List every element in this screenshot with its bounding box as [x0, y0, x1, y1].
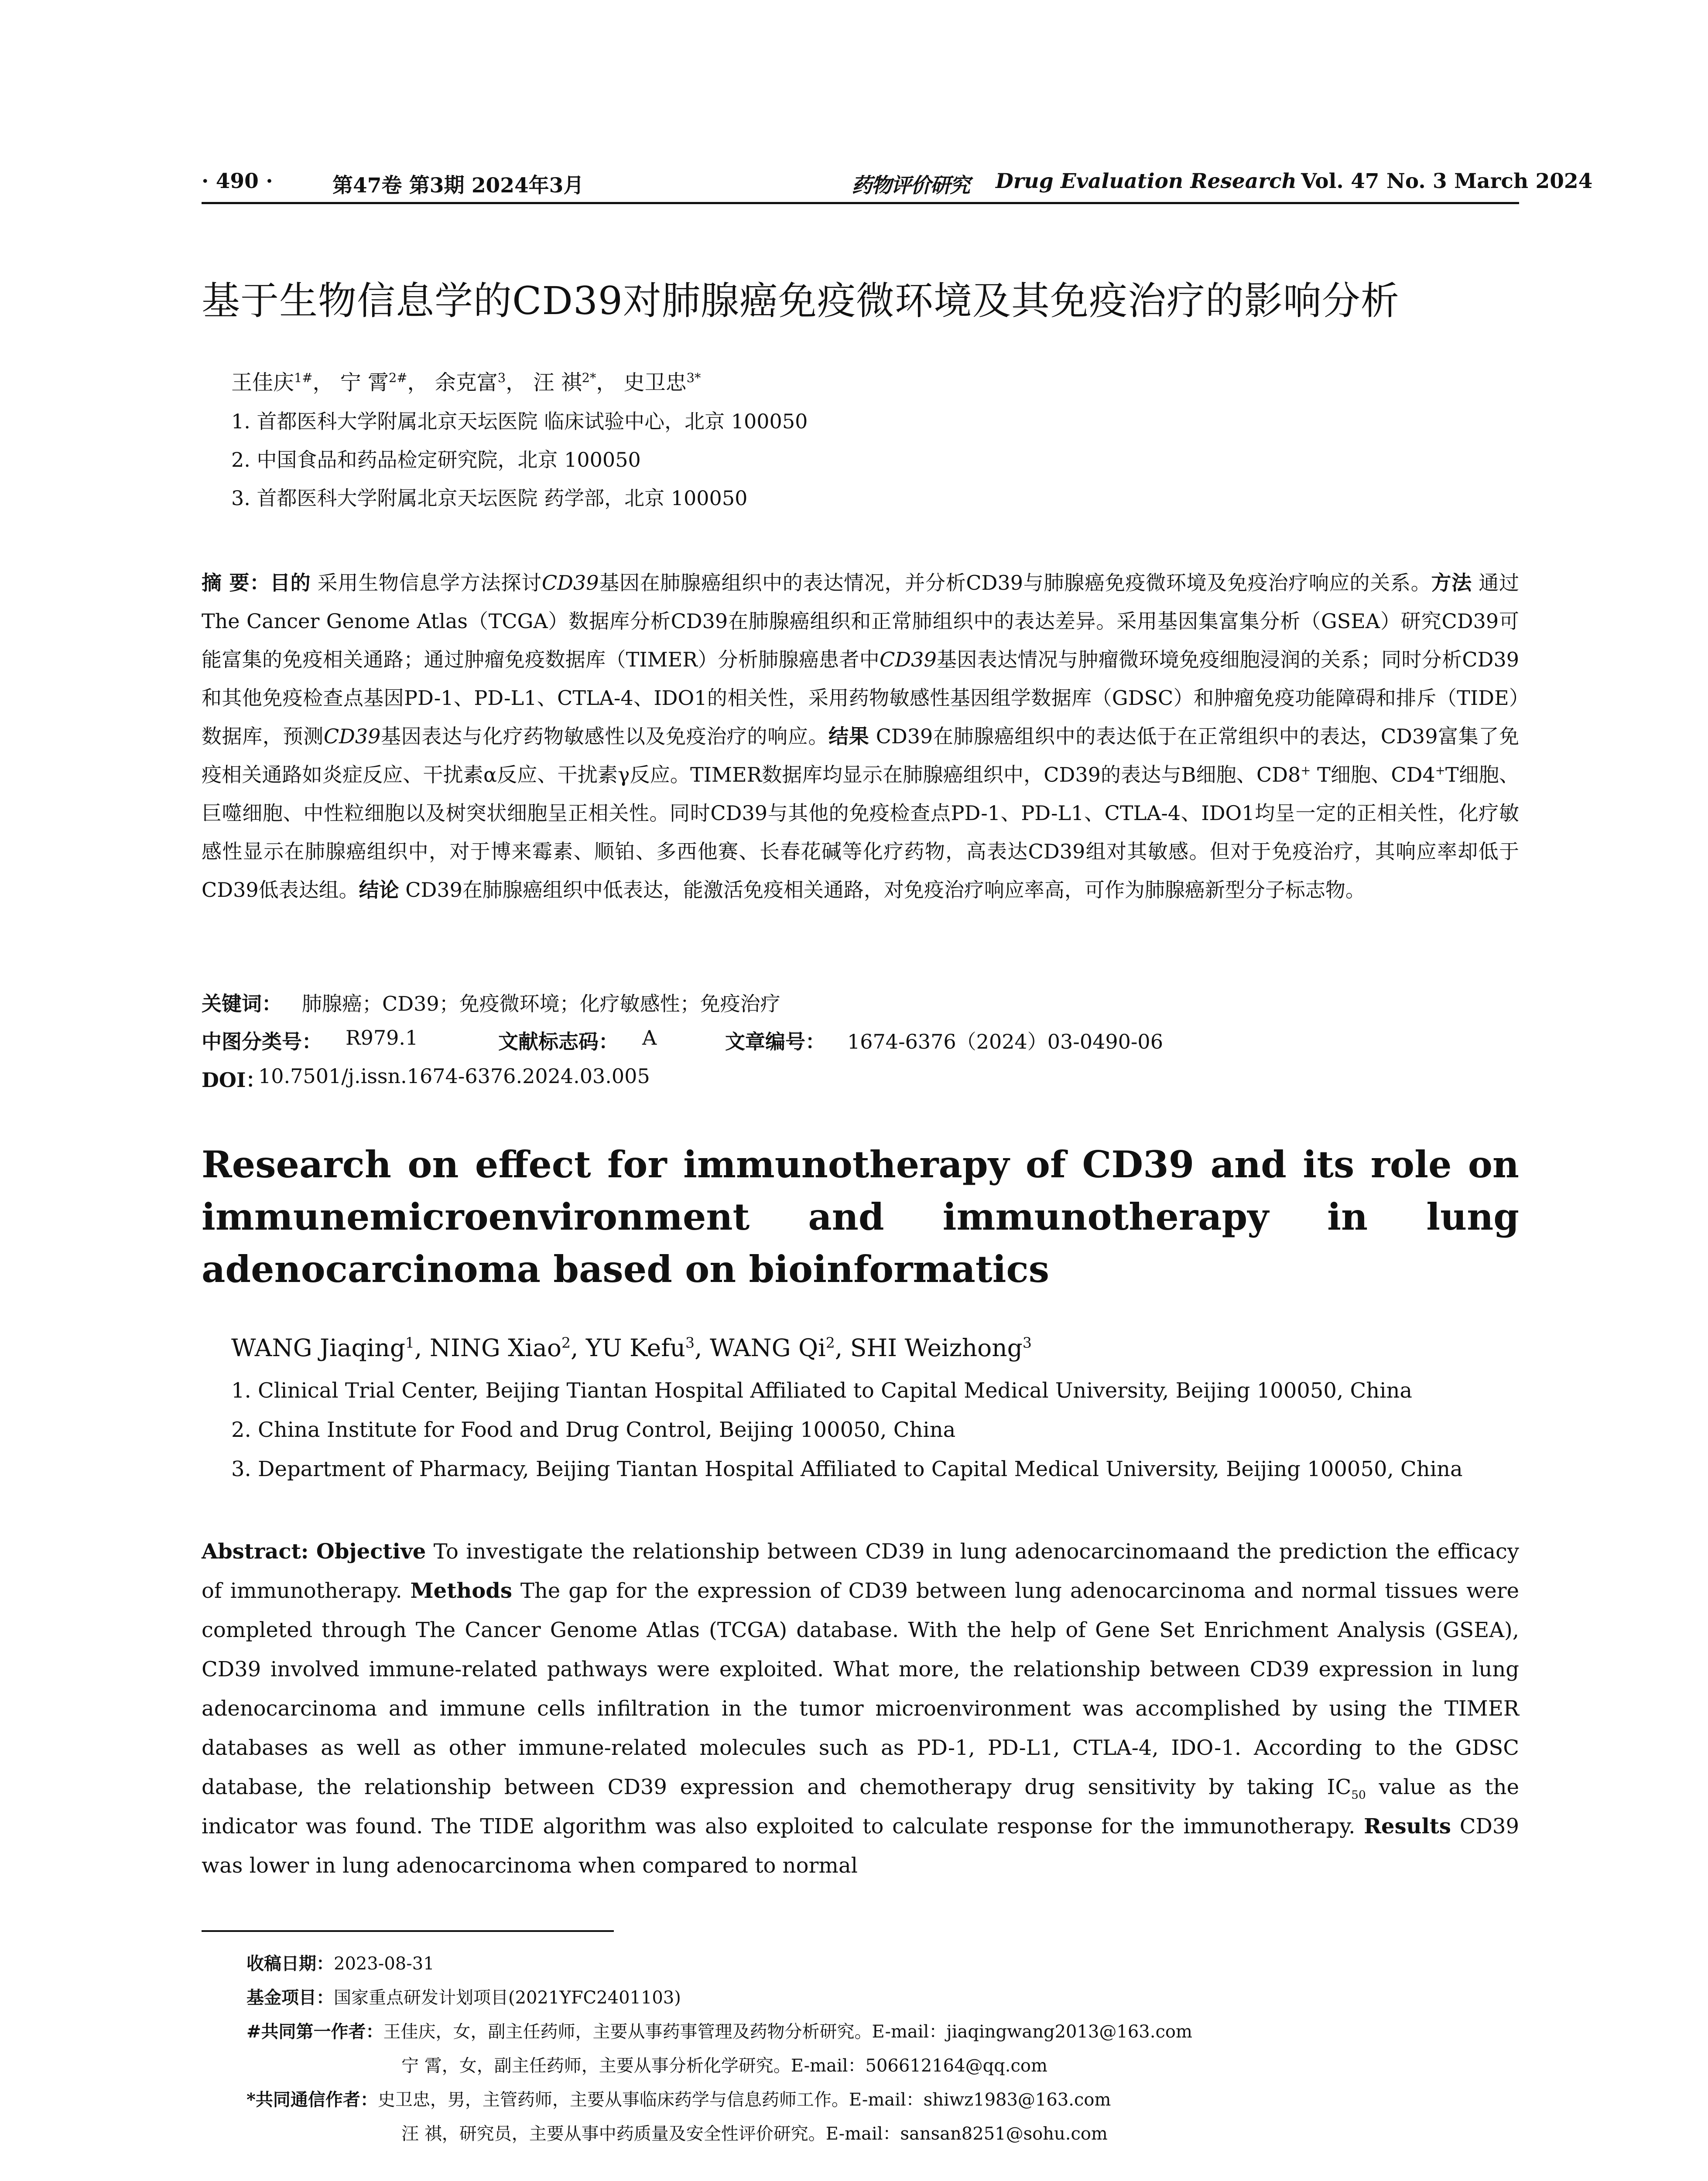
running-header: [202, 169, 1593, 200]
en-author-sup: 2: [825, 1334, 835, 1351]
en-abstract-text: The gap for the expression of CD39 between lung adenocarcinoma and normal tissues were completed through The Cancer Genome Atlas (TCGA) database. With the help of Gene Set Enrichment Analysis (GSEA), CD39 involved immune-related pathways were exploited. What more, the relationship between CD39 expression in lung adenocarcinoma and immune cells infiltration in the tumor microenvironment was accomplished by using the TIMER databases as well as other immune-related molecules such as PD-1, PD-L1, CTLA-4, IDO-1. According to the GDSC database, the relationship between CD39 expression and chemotherapy drug sensitivity by taking IC: [202, 1579, 1519, 1799]
en-abstract-label: Abstract:: [202, 1539, 309, 1564]
cn-abstract-text: 基因在肺腺癌组织中的表达情况，并分析CD39与肺腺癌免疫微环境及免疫治疗响应的关系。: [599, 571, 1431, 595]
cn-conclusion-label: 结论: [359, 878, 399, 902]
cn-abstract-text: T细胞、巨噬细胞、中性粒细胞以及树突状细胞呈正相关性。同时CD39与其他的免疫检查点PD-1、PD-L1、CTLA-4、IDO1均呈一定的正相关性，化疗敏感性显示在肺腺癌组织中，对于博来霉素、顺铂、多西他赛、长春花碱等化疗药物，高表达CD39组对其敏感。但对于免疫治疗，其响应率却低于CD39低表达组。: [202, 763, 1519, 902]
header-rule: [202, 202, 1519, 204]
footnote-received: [246, 1950, 435, 1975]
cn-author: 宁 霄: [340, 370, 389, 395]
keywords-text: 肺腺癌；CD39；免疫微环境；化疗敏感性；免疫治疗: [302, 992, 780, 1015]
en-abstract-text: value as the indicator was found. The TIDE algorithm was also exploited to calculate response for the immunotherapy.: [202, 1775, 1520, 1839]
doi-label: DOI：: [202, 1068, 266, 1092]
en-author: SHI Weizhong: [850, 1334, 1023, 1362]
cn-abstract-text: T细胞、CD4: [1311, 763, 1435, 786]
en-author: NING Xiao: [429, 1334, 561, 1362]
gene-name: CD39: [880, 648, 937, 671]
en-author-sup: 3: [1022, 1334, 1032, 1351]
cn-abstract-text: 采用生物信息学方法探讨: [317, 571, 542, 595]
footnote-label: 收稿日期：: [246, 1953, 334, 1974]
cn-author: 汪 祺: [533, 370, 582, 395]
journal-logo: 药物评价研究: [852, 174, 969, 198]
cn-methods-label: 方法: [1431, 571, 1472, 595]
cn-author-sup: 2#: [389, 370, 407, 385]
footnote-first-authors: [246, 2018, 1192, 2043]
en-author: WANG Qi: [709, 1334, 826, 1362]
doi-value: 10.7501/j.issn.1674-6376.2024.03.005: [258, 1064, 650, 1088]
cn-abstract-label: 摘 要：: [202, 571, 270, 595]
cn-abstract-text: 通过The Cancer Genome Atlas（TCGA）数据库分析CD39在肺腺癌组织和正常肺组织中的表达差异。采用基因集富集分析（GSEA）研究CD39可能富集的免疫相关通路；通过肿瘤免疫数据库（TIMER）分析肺腺癌患者中: [202, 571, 1520, 671]
footnote-corresponding-2: 汪 祺，研究员，主要从事中药质量及安全性评价研究。E-mail：sansan8251@sohu.com: [401, 2124, 1108, 2144]
doc-code-label: 文献标志码：: [498, 1030, 619, 1053]
cn-abstract-text: CD39在肺腺癌组织中的表达低于在正常组织中的表达，CD39富集了免疫相关通路如炎症反应、干扰素α反应、干扰素γ反应。TIMER数据库均显示在肺腺癌组织中，CD39的表达与B细胞、CD8: [202, 725, 1520, 786]
en-affiliation: 1. Clinical Trial Center, Beijing Tiantan Hospital Affiliated to Capital Medical University, Beijing 100050, China: [231, 1378, 1413, 1403]
gene-name: CD39: [323, 725, 381, 748]
separator: ,: [414, 1334, 430, 1362]
en-title: [202, 1138, 1519, 1296]
en-affiliation: 3. Department of Pharmacy, Beijing Tiantan Hospital Affiliated to Capital Medical University, Beijing 100050, China: [231, 1457, 1463, 1481]
issue-cn: 第47卷 第3期 2024年3月: [332, 174, 584, 198]
cn-author-sup: 2*: [582, 370, 596, 385]
clc-value: R979.1: [346, 1026, 418, 1049]
cn-affiliation: 2. 中国食品和药品检定研究院，北京 100050: [231, 448, 641, 472]
page-number: · 490 ·: [202, 169, 273, 193]
footnote-rule: [202, 1930, 614, 1932]
en-author: YU Kefu: [585, 1334, 685, 1362]
article-no-value: 1674-6376（2024）03-0490-06: [847, 1030, 1163, 1053]
cn-author-sup: 3*: [686, 370, 701, 385]
separator: ,: [695, 1334, 710, 1362]
en-abstract-text: To investigate the relationship between CD39 in lung adenocarcinomaand the prediction the efficacy of immunotherapy.: [202, 1539, 1519, 1603]
cn-abstract-text: 基因表达与化疗药物敏感性以及免疫治疗的响应。: [380, 725, 829, 748]
footnote-fund: [246, 1984, 681, 2009]
en-affiliation: 2. China Institute for Food and Drug Control, Beijing 100050, China: [231, 1418, 956, 1442]
footnote-label: 基金项目：: [246, 1987, 334, 2008]
separator: ,: [835, 1334, 850, 1362]
separator: ，: [506, 370, 527, 395]
en-objective-label: Objective: [316, 1539, 426, 1564]
en-author-list: [231, 1334, 1032, 1362]
cn-title: 基于生物信息学的CD39对肺腺癌免疫微环境及其免疫治疗的影响分析: [202, 278, 1400, 323]
cn-objective-label: 目的: [270, 571, 311, 595]
en-author-sup: 1: [405, 1334, 414, 1351]
footnote-text: 2023-08-31: [334, 1954, 435, 1974]
footnote-label: *共同通信作者：: [246, 2089, 378, 2110]
cn-author: 史卫忠: [623, 370, 687, 395]
footnote-label: #共同第一作者：: [246, 2021, 383, 2042]
cn-author-sup: 3: [497, 370, 506, 385]
footnote-text: 国家重点研发计划项目(2021YFC2401103): [334, 1988, 681, 2008]
keywords-label: 关键词：: [202, 992, 282, 1015]
cn-abstract-text: 基因表达情况与肿瘤微环境免疫细胞浸润的关系；同时分析CD39和其他免疫检查点基因PD-1、PD-L1、CTLA-4、IDO1的相关性，采用药物敏感性基因组学数据库（GDSC）和肿瘤免疫功能障碍和排斥（TIDE）数据库，预测: [202, 648, 1519, 748]
gene-name: CD39: [541, 571, 599, 595]
en-title-line: Research on effect for immunotherapy of CD39 and its role on: [202, 1143, 1519, 1186]
journal-name-en: Drug Evaluation Research: [996, 169, 1297, 193]
en-author: WANG Jiaqing: [231, 1334, 405, 1362]
footnote-corresponding: [246, 2086, 1111, 2111]
doc-code-value: A: [642, 1026, 657, 1049]
en-author-sup: 3: [685, 1334, 695, 1351]
cn-affiliation: 3. 首都医科大学附属北京天坛医院 药学部，北京 100050: [231, 486, 748, 510]
cn-abstract: [202, 564, 1519, 909]
en-results-label: Results: [1364, 1814, 1451, 1839]
en-author-sup: 2: [561, 1334, 571, 1351]
article-no-label: 文章编号：: [725, 1030, 825, 1053]
cn-author: 余克富: [435, 370, 498, 395]
clc-label: 中图分类号：: [202, 1030, 322, 1053]
footnote-text: 史卫忠，男，主管药师，主要从事临床药学与信息药师工作。E-mail：shiwz1983@163.com: [377, 2090, 1111, 2110]
separator: ，: [312, 370, 334, 395]
en-abstract-text: CD39 was lower in lung adenocarcinoma when compared to normal: [202, 1814, 1519, 1878]
footnote-text: 王佳庆，女，副主任药师，主要从事药事管理及药物分析研究。E-mail：jiaqingwang2013@163.com: [383, 2022, 1192, 2042]
separator: ,: [570, 1334, 586, 1362]
en-methods-label: Methods: [410, 1579, 512, 1603]
separator: ，: [596, 370, 617, 395]
issue-en: Vol. 47 No. 3 March 2024: [1301, 169, 1593, 193]
cn-results-label: 结果: [828, 725, 869, 748]
cn-affiliation: 1. 首都医科大学附属北京天坛医院 临床试验中心，北京 100050: [231, 410, 808, 433]
cn-abstract-text: CD39在肺腺癌组织中低表达，能激活免疫相关通路，对免疫治疗响应率高，可作为肺腺癌新型分子标志物。: [405, 878, 1366, 902]
subscript: 50: [1351, 1788, 1366, 1802]
en-title-line: immunemicroenvironment and immunotherapy in lung adenocarcinoma based on bioinformatics: [202, 1195, 1519, 1291]
cn-author: 王佳庆: [231, 370, 294, 395]
footnote-first-authors-2: 宁 霄，女，副主任药师，主要从事分析化学研究。E-mail：506612164@qq.com: [401, 2056, 1047, 2076]
cn-author-sup: 1#: [294, 370, 313, 385]
superscript: +: [1435, 763, 1445, 778]
superscript: +: [1301, 763, 1311, 778]
cn-author-list: [231, 366, 701, 396]
separator: ，: [407, 370, 428, 395]
en-abstract: [202, 1532, 1519, 1885]
